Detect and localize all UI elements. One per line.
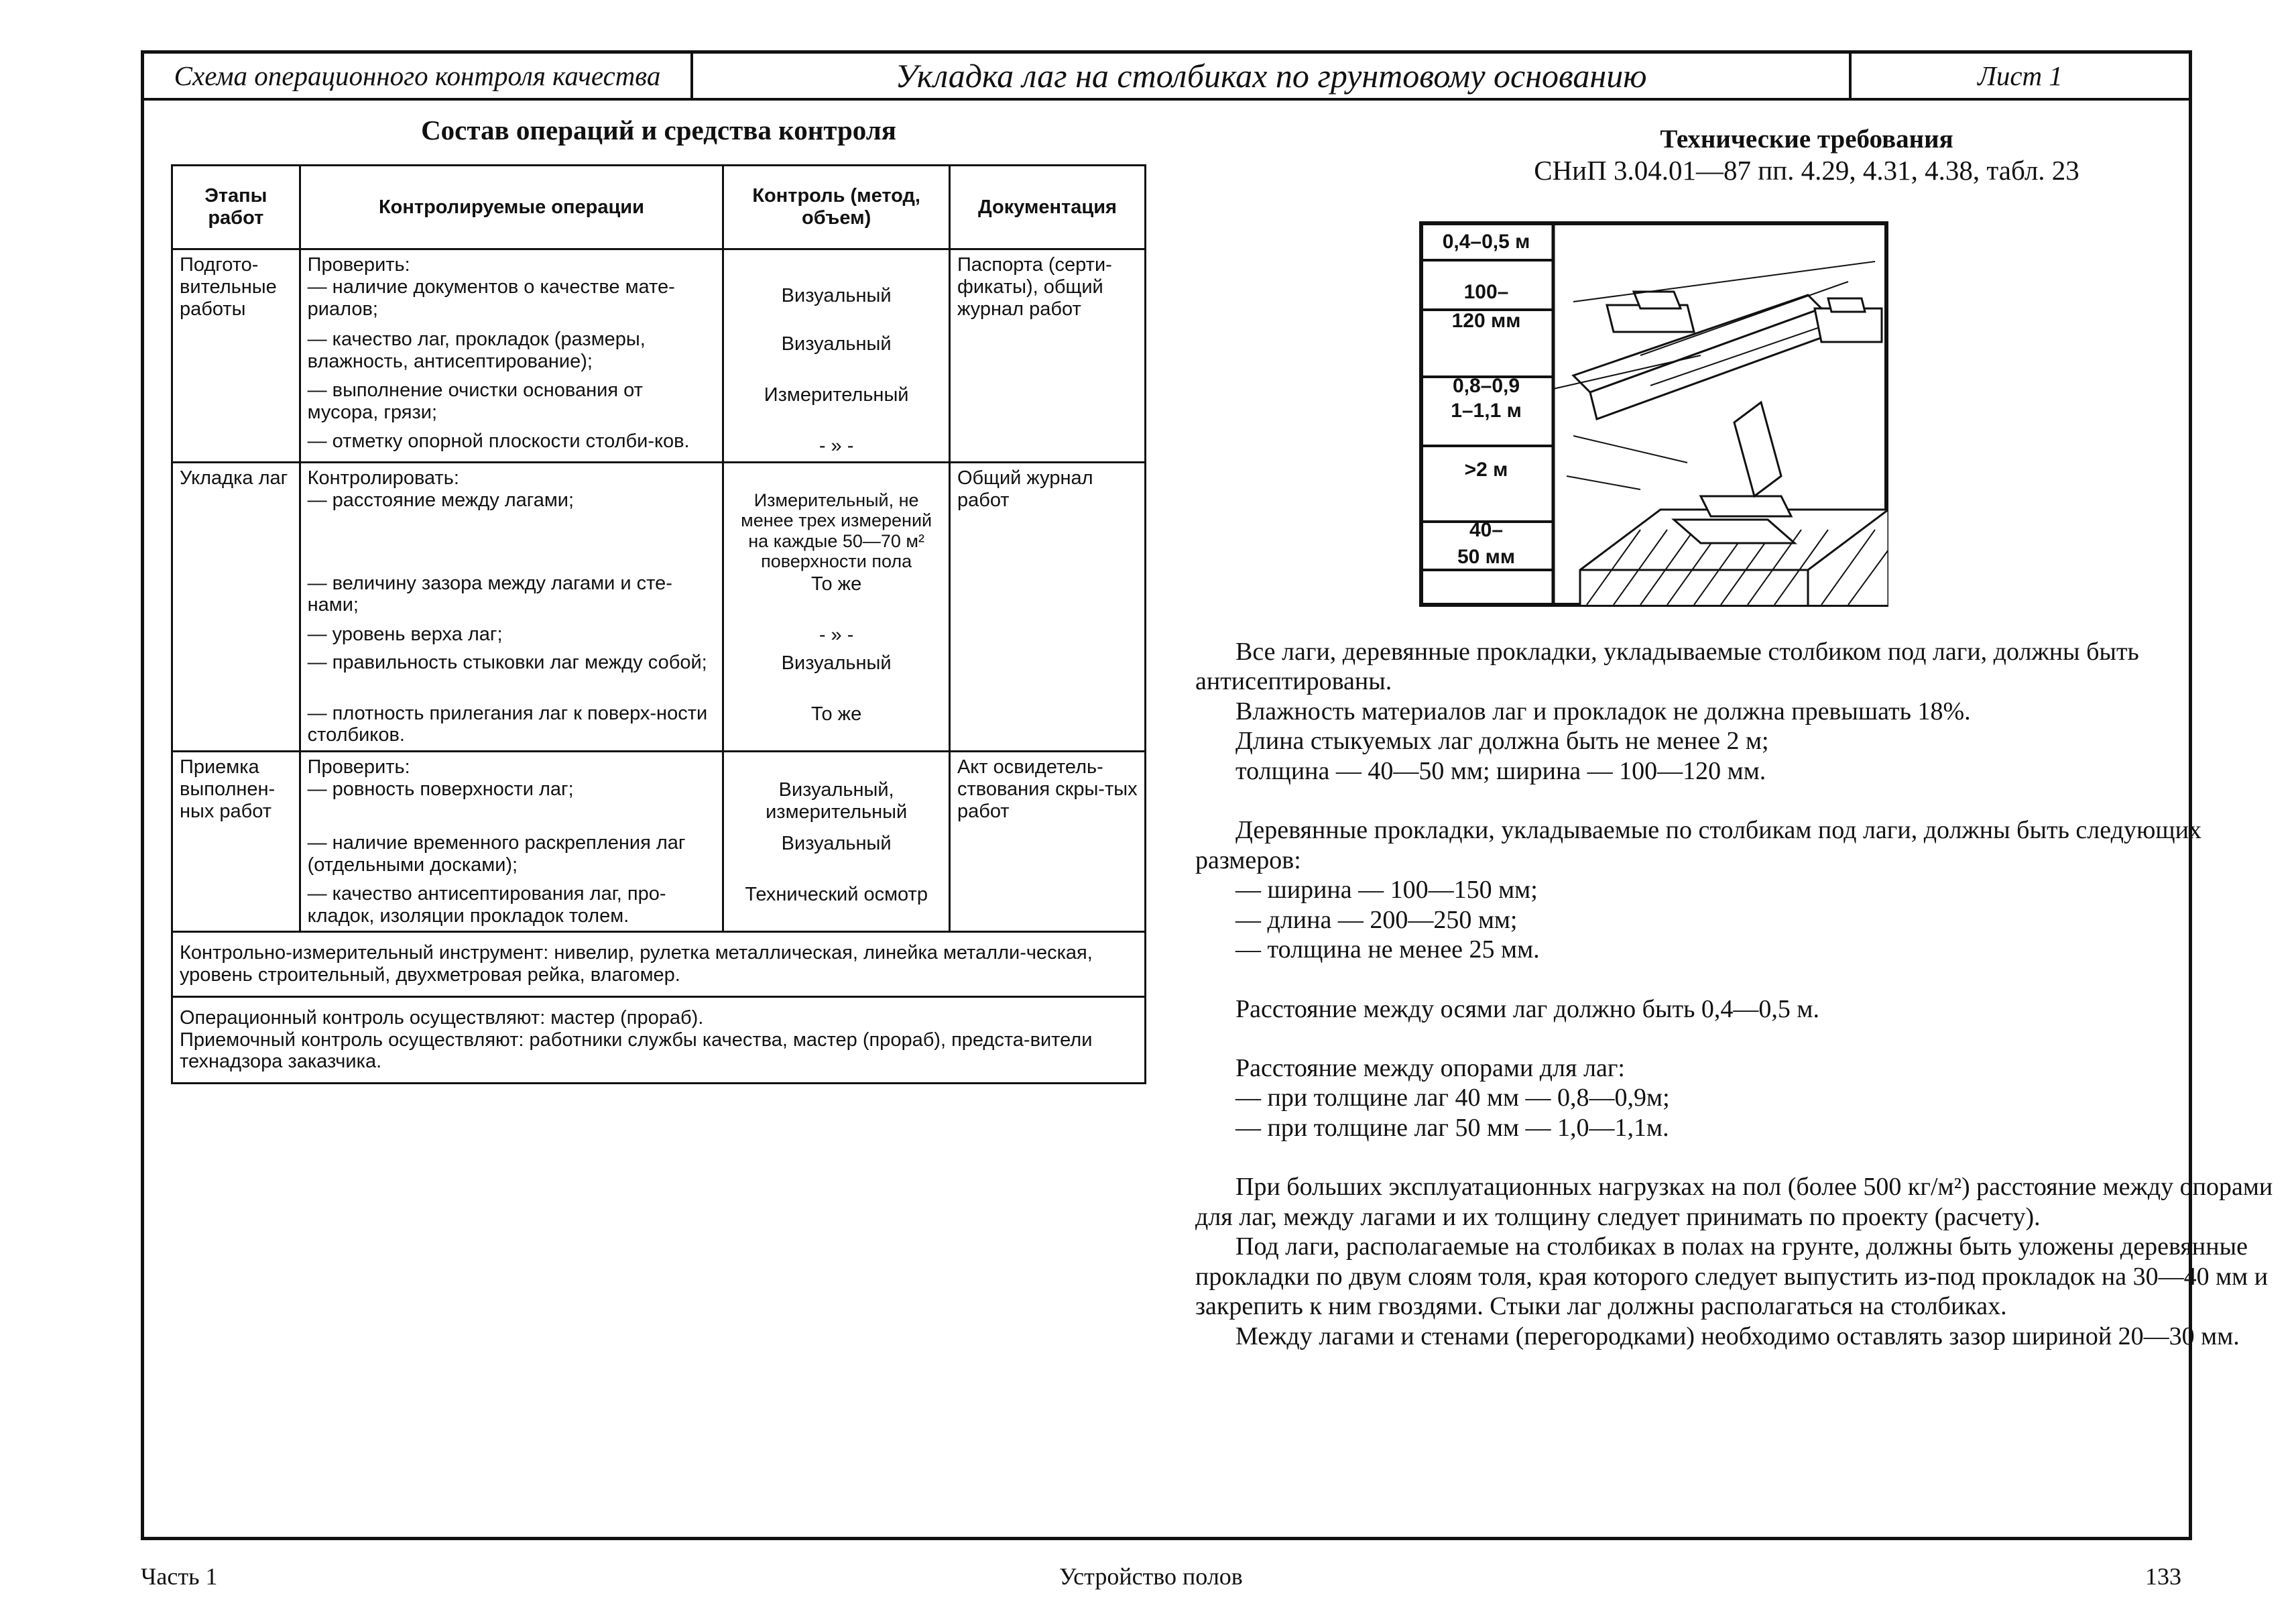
dim-label: 120 мм: [1451, 310, 1521, 332]
stage-cell: Укладка лаг: [172, 462, 300, 751]
control-method: Измерительный, не менее трех измерений на каждые 50—70 м² поверхности пола: [741, 489, 932, 572]
operation-item: — качество антисептирования лаг, про-кладок, изоляции прокладок толем.: [307, 882, 666, 927]
dim-label: 50 мм: [1457, 546, 1516, 568]
requirement-paragraph: Расстояние между опорами для лаг:: [1235, 1053, 1625, 1082]
operations-cell: [300, 752, 723, 932]
acceptance-control-text: Приемочный контроль осуществляют: работники службы качества, мастер (прораб), предста-вители технадзора заказчика.: [180, 1029, 1093, 1073]
operations-lead: Контролировать:: [307, 467, 459, 489]
requirement-paragraph: Расстояние между осями лаг должно быть 0,4—0,5 м.: [1235, 994, 1819, 1023]
table-header-row: [172, 166, 1146, 249]
requirement-paragraph: Влажность материалов лаг и прокладок не должна превышать 18%.: [1235, 697, 1971, 726]
col-header-stage: Этапы работ: [172, 166, 300, 249]
joist-illustration: [1419, 221, 1888, 607]
control-responsibility-cell: [172, 996, 1146, 1083]
requirement-paragraph: толщина — 40—50 мм; ширина — 100—120 мм.: [1235, 756, 1766, 785]
operations-cell: [300, 249, 723, 463]
control-cell: [723, 249, 950, 463]
operation-item: — наличие документов о качестве мате-риалов;: [307, 276, 675, 320]
requirement-paragraph: Все лаги, деревянные прокладки, укладываемые столбиком под лаги, должны быть антисептированы.: [1195, 638, 2139, 696]
control-method: Визуальный: [781, 285, 892, 306]
operation-item: — качество лаг, прокладок (размеры, влажность, антисептирование);: [307, 328, 646, 372]
dim-label: 40–: [1469, 519, 1504, 541]
footer-part: Часть 1: [141, 1563, 218, 1590]
control-method: Визуальный: [781, 833, 892, 855]
control-method: Визуальный: [781, 652, 892, 674]
operations-section-title: Состав операций и средства контроля: [421, 115, 896, 146]
dim-label: >2 м: [1464, 459, 1508, 481]
requirement-list-item: — длина — 200—250 мм;: [1235, 905, 1518, 934]
requirement-list-item: — при толщине лаг 50 мм — 1,0—1,1м.: [1235, 1113, 1669, 1142]
page-frame: [141, 50, 2273, 1540]
documentation-cell: Акт освидетель-ствования скры-тых работ: [949, 752, 1145, 932]
stage-cell: Приемка выполнен-ных работ: [172, 752, 300, 932]
control-method: Визуальный, измерительный: [766, 779, 908, 823]
operational-control-text: Операционный контроль осуществляют: мастер (прораб).: [180, 1006, 704, 1029]
table-row: [172, 462, 1146, 751]
requirement-paragraph: Под лаги, располагаемые на столбиках в полах на грунте, должны быть уложены деревянные прокладки по двум слоям толя, края которого следует выпустить из-под прокладок на 30—40 мм и закрепить к ним гвоздями. Стыки лаг должны располагаться на столбиках.: [1195, 1232, 2269, 1321]
page-number: 133: [2145, 1563, 2181, 1590]
control-method: - » -: [819, 435, 854, 457]
operations-table: [171, 164, 1146, 1084]
table-row: [172, 996, 1146, 1083]
operation-item: — плотность прилегания лаг к поверх-ности столбиков.: [307, 702, 708, 746]
requirements-title: Технические требования: [1660, 125, 1953, 154]
col-header-control: Контроль (метод, объем): [723, 166, 950, 249]
operations-lead: Проверить:: [307, 756, 410, 778]
operation-item: — правильность стыковки лаг между собой;: [307, 651, 707, 673]
requirement-list-item: — толщина не менее 25 мм.: [1235, 935, 1540, 964]
col-header-documentation: Документация: [949, 166, 1145, 249]
control-method: То же: [811, 703, 862, 725]
requirement-paragraph: При больших эксплуатационных нагрузках на пол (более 500 кг/м²) расстояние между опорами для лаг, между лагами и их толщину следует принимать по проекту (расчету).: [1195, 1173, 2273, 1231]
control-method: Технический осмотр: [745, 884, 928, 906]
documentation-cell: Паспорта (серти-фикаты), общий журнал работ: [949, 249, 1145, 463]
operations-lead: Проверить:: [307, 254, 410, 276]
scheme-title: Схема операционного контроля качества: [174, 60, 661, 91]
instrument-cell: Контрольно-измерительный инструмент: нивелир, рулетка металлическая, линейка металли-ческая, уровень строительный, двухметровая рейка, влагомер.: [172, 932, 1146, 997]
stage-cell: Подгото-вительные работы: [172, 249, 300, 463]
requirement-list-item: — ширина — 100—150 мм;: [1235, 876, 1538, 905]
dim-label: 1–1,1 м: [1451, 400, 1522, 422]
document-title: Укладка лаг на столбиках по грунтовому основанию: [690, 54, 1852, 98]
requirements-reference: СНиП 3.04.01—87 пп. 4.29, 4.31, 4.38, табл. 23: [1534, 155, 2079, 186]
operation-item: — расстояние между лагами;: [307, 489, 575, 511]
control-method: - » -: [819, 624, 854, 646]
control-method: Визуальный: [781, 333, 892, 355]
requirement-list-item: — при толщине лаг 40 мм — 0,8—0,9м;: [1235, 1084, 1670, 1112]
table-row: [172, 752, 1146, 932]
requirement-paragraph: Длина стыкуемых лаг должна быть не менее 2 м;: [1235, 727, 1769, 756]
header-row: [144, 54, 2189, 101]
operation-item: — величину зазора между лагами и сте-нами;: [307, 572, 672, 616]
control-method: Измерительный: [764, 384, 909, 406]
operation-item: — отметку опорной плоскости столби-ков.: [307, 430, 690, 452]
dim-label: 0,4–0,5 м: [1442, 231, 1530, 253]
operations-cell: [300, 462, 723, 751]
table-row: [172, 932, 1146, 997]
control-cell: [723, 752, 950, 932]
operation-item: — ровность поверхности лаг;: [307, 778, 574, 800]
documentation-cell: Общий журнал работ: [949, 462, 1145, 751]
control-method: То же: [811, 573, 862, 595]
dim-label: 100–: [1463, 281, 1509, 303]
footer-section: Устройство полов: [1059, 1563, 1243, 1590]
col-header-operations: Контролируемые операции: [300, 166, 723, 249]
requirements-text: [1195, 637, 2296, 1351]
dim-label: 0,8–0,9: [1452, 375, 1520, 397]
control-cell: [723, 462, 950, 751]
operation-item: — наличие временного раскрепления лаг (отдельными досками);: [307, 831, 686, 876]
operation-item: — выполнение очистки основания от мусора, грязи;: [307, 379, 643, 423]
requirement-paragraph: Между лагами и стенами (перегородками) необходимо оставлять зазор шириной 20—30 мм.: [1235, 1322, 2240, 1350]
sheet-number: Лист 1: [1978, 60, 2063, 91]
requirement-paragraph: Деревянные прокладки, укладываемые по столбикам под лаги, должны быть следующих размеров:: [1195, 816, 2201, 874]
operation-item: — уровень верха лаг;: [307, 623, 503, 645]
table-row: [172, 249, 1146, 463]
